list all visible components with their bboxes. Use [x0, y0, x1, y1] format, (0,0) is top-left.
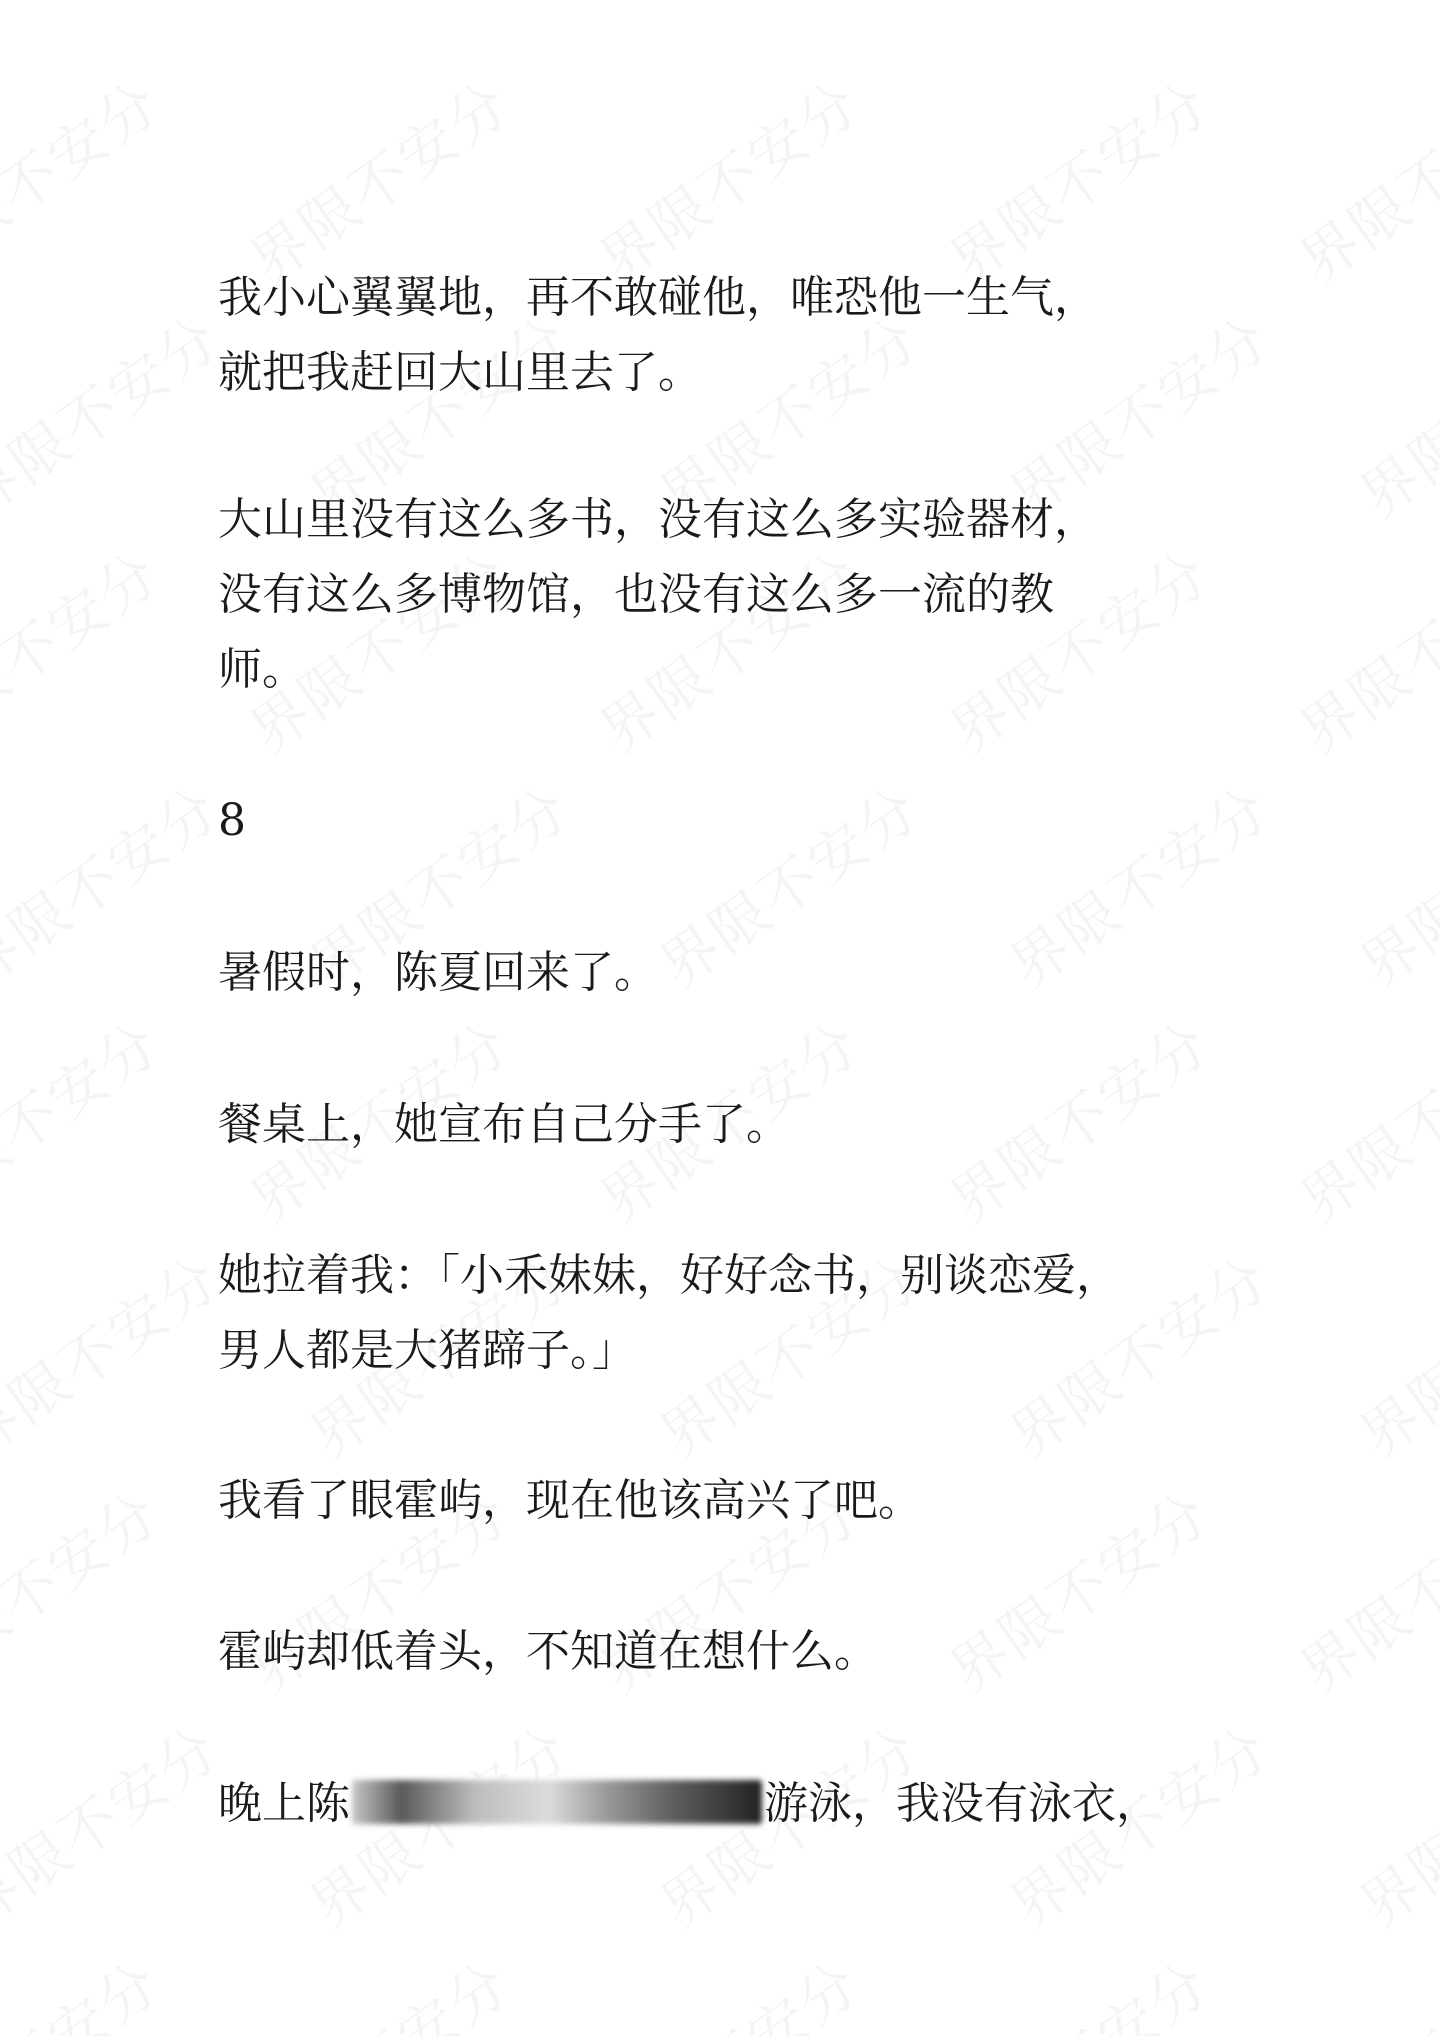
text-line: 师。	[218, 644, 306, 695]
watermark-text	[0, 998, 174, 1239]
watermark-text	[1340, 1233, 1440, 1474]
watermark-text	[0, 293, 234, 534]
text-line: 暑假时，陈夏回来了。	[218, 947, 658, 998]
paragraph	[218, 1463, 1258, 1538]
text-line: 没有这么多博物馆，也没有这么多一流的教	[218, 569, 1054, 620]
paragraph	[218, 1238, 1258, 1388]
watermark-text	[1280, 1938, 1440, 2036]
text-line: 大山里没有这么多书，没有这么多实验器材，	[218, 494, 1098, 545]
watermark-text	[1340, 293, 1440, 534]
text-line: 餐桌上，她宣布自己分手了。	[218, 1099, 790, 1150]
watermark-text	[0, 1703, 234, 1944]
redaction-blur	[352, 1780, 762, 1824]
watermark-text	[0, 58, 174, 299]
paragraph	[218, 1087, 1258, 1162]
text-line: 我小心翼翼地，再不敢碰他，唯恐他一生气，	[218, 272, 1098, 323]
watermark-text	[0, 763, 234, 1004]
text-line: 我看了眼霍屿，现在他该高兴了吧。	[218, 1475, 922, 1526]
watermark-text	[230, 1938, 524, 2036]
watermark-text	[0, 1468, 174, 1709]
text-after-redaction: 游泳，我没有泳衣，	[764, 1778, 1160, 1829]
watermark-text	[0, 1233, 234, 1474]
watermark-text	[1280, 58, 1440, 299]
watermark-text	[580, 1938, 874, 2036]
paragraph	[218, 935, 1258, 1010]
paragraph-redacted	[218, 1766, 1258, 1841]
watermark-text	[1280, 1468, 1440, 1709]
watermark-text	[930, 1938, 1224, 2036]
text-line: 就把我赶回大山里去了。	[218, 347, 702, 398]
watermark-text	[0, 1938, 174, 2036]
watermark-text	[1340, 763, 1440, 1004]
watermark-text	[1280, 528, 1440, 769]
text-line: 她拉着我：「小禾妹妹，好好念书，别谈恋爱，	[218, 1250, 1120, 1301]
text-line	[218, 1766, 1258, 1841]
text-line: 男人都是大猪蹄子。」	[218, 1325, 636, 1376]
text-line: 霍屿却低着头，不知道在想什么。	[218, 1626, 878, 1677]
paragraph	[218, 260, 1258, 410]
paragraph	[218, 1614, 1258, 1689]
text-before-redaction: 晚上陈	[218, 1778, 350, 1829]
section-number	[218, 783, 1258, 858]
watermark-text	[1340, 1703, 1440, 1944]
paragraph	[218, 482, 1258, 707]
watermark-text	[1280, 998, 1440, 1239]
section-number-text: 8	[218, 795, 246, 846]
watermark-text	[0, 528, 174, 769]
